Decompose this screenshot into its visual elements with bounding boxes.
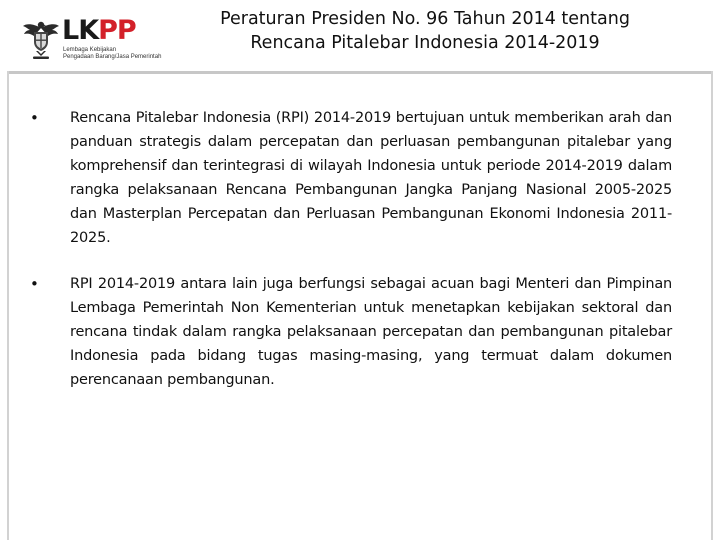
garuda-emblem-icon <box>22 18 60 60</box>
header-divider <box>7 71 713 74</box>
lkpp-logo <box>22 16 162 64</box>
slide-title-line1: Peraturan Presiden No. 96 Tahun 2014 tentang <box>220 9 630 29</box>
logo-word-black: LK <box>62 15 99 46</box>
frame-border-right <box>711 71 713 540</box>
logo-word-red: PP <box>98 15 136 46</box>
logo-wordmark <box>62 16 136 46</box>
bullet-item <box>30 106 672 250</box>
bullet-marker: • <box>30 109 39 127</box>
logo-subtitle-line1: Lembaga Kebijakan <box>63 47 117 53</box>
slide-title-line2: Rencana Pitalebar Indonesia 2014-2019 <box>250 33 600 53</box>
bullet-list <box>30 106 672 392</box>
bullet-marker: • <box>30 275 39 293</box>
bullet-text: RPI 2014-2019 antara lain juga berfungsi sebagai acuan bagi Menteri dan Pimpinan Lembaga Pemerintah Non Kementerian untuk menetapkan kebijakan sektoral dan rencana tindak dalam rangka pelaksanaan percepatan dan pembangunan pitalebar Indonesia pada bidang tugas masing-masing, yang termuat dalam dokumen perencanaan pembangunan. <box>70 276 672 388</box>
frame-border-left <box>7 71 9 540</box>
bullet-item <box>30 272 672 392</box>
bullet-text: Rencana Pitalebar Indonesia (RPI) 2014-2019 bertujuan untuk memberikan arah dan panduan strategis dalam percepatan dan perluasan pembangunan pitalebar yang komprehensif dan terintegrasi di wilayah Indonesia untuk periode 2014-2019 dalam rangka pelaksanaan Rencana Pembangunan Jangka Panjang Nasional 2005-2025 dan Masterplan Percepatan dan Perluasan Pembangunan Ekonomi Indonesia 2011-2025. <box>70 110 672 246</box>
slide-title <box>175 7 675 55</box>
logo-subtitle-line2: Pengadaan Barang/Jasa Pemerintah <box>63 54 162 60</box>
slide-header <box>0 0 720 72</box>
